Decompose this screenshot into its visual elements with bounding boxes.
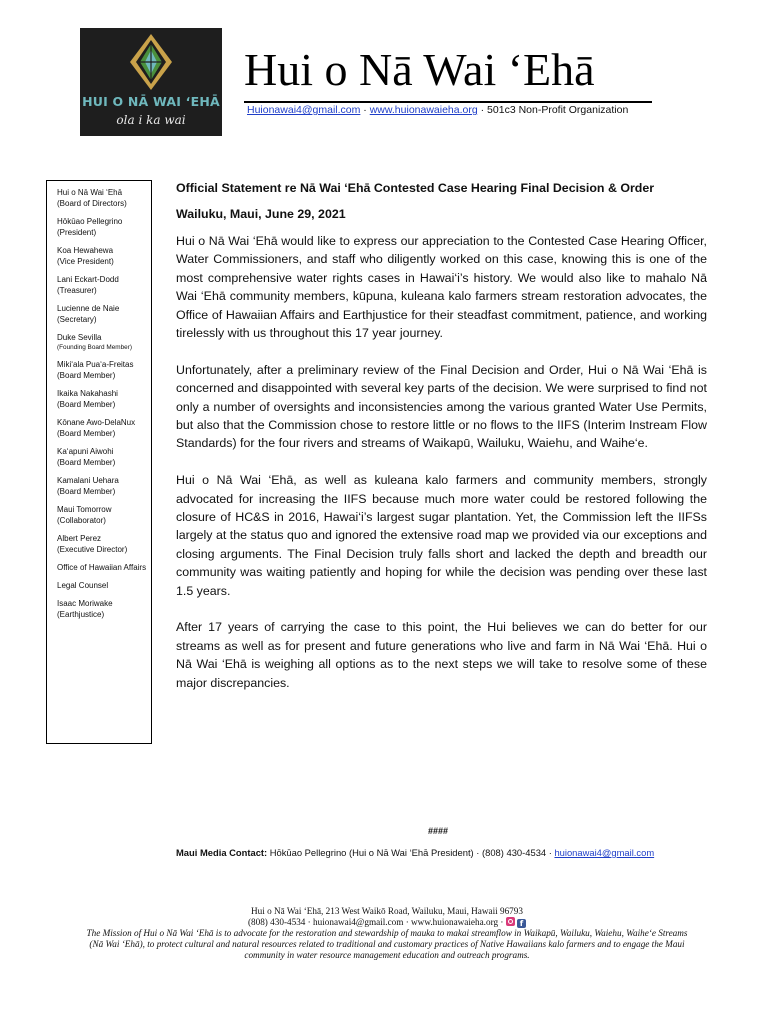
member-name: Lucienne de Naie	[57, 304, 120, 313]
member-name: Maui Tomorrow	[57, 505, 112, 514]
header-website-link[interactable]: www.huionawaieha.org	[369, 104, 478, 116]
member-role: (Founding Board Member)	[57, 344, 132, 351]
member-name: Isaac Moriwake	[57, 599, 113, 608]
member-role: (Secretary)	[57, 315, 97, 324]
title-underline	[244, 101, 652, 103]
media-contact-label: Maui Media Contact:	[176, 847, 268, 858]
member-role: (Board Member)	[57, 400, 116, 409]
board-member	[57, 388, 151, 410]
member-name: Duke Sevilla	[57, 333, 102, 342]
statement-paragraph: Unfortunately, after a preliminary review of the Final Decision and Order, Hui o Nā Wai ‘Ehā is concerned and disappointed with several key parts of the decision. We were surprised to find not only a number of oversights and inconsistencies among the various granted Water Use Permits, but also that the Commission chose to restore little or no flows to the IIFS (Interim Instream Flow Standards) for the four rivers and streams of Waikapū, Wailuku, Waiehu, and Waihe‘e.	[176, 362, 707, 451]
board-member	[57, 332, 151, 352]
separator: ·	[477, 104, 488, 116]
board-member	[57, 504, 151, 526]
member-name: Ikaika Nakahashi	[57, 389, 118, 398]
footer-mission: The Mission of Hui o Nā Wai ‘Ehā is to advocate for the restoration and stewardship of mauka to makai streamflow in Waikapū, Wailuku, Waiehu, Waihe‘e Streams (Nā Wai ‘Ehā), to protect cultural and natural resources related to traditional and customary practices of Native Hawaiians kalo farmers and to engage the Maui community in water resource management education and outreach programs.	[86, 928, 688, 960]
logo-tagline: ola i ka wai	[116, 113, 186, 127]
board-member	[57, 245, 151, 267]
member-name: Kamalani Uehara	[57, 476, 119, 485]
org-title: Hui o Nā Wai ‘Ehā	[244, 44, 595, 95]
organization-logo	[80, 28, 222, 136]
member-role: (Collaborator)	[57, 516, 106, 525]
member-name: Hōkūao Pellegrino	[57, 217, 123, 226]
statement-paragraph: Hui o Nā Wai ‘Ehā would like to express our appreciation to the Contested Case Hearing Officer, Water Commissioners, and staff who diligently worked on this case, knowing this is one of the most comprehensive water rights cases in Hawai‘i’s history. We would also like to mahalo Nā Wai ‘Ehā community members, kūpuna, kuleana kalo farmers stream restoration advocates, the Office of Hawaiian Affairs and Earthjustice for their steadfast commitment, patience, and working tirelessly with us throughout this 17 year journey.	[176, 234, 707, 341]
board-member	[57, 475, 151, 497]
statement-paragraph: After 17 years of carrying the case to this point, the Hui believes we can do better for our streams as well as for present and future generations who live and farm in Nā Wai ‘Ehā. Hui o Nā Wai ‘Ehā is weighing all options as to the next steps we will take to resolve some of these major discrepancies.	[176, 620, 707, 690]
footer-address: Hui o Nā Wai ‘Ehā, 213 West Waikō Road, Wailuku, Maui, Hawaii 96793	[251, 906, 523, 916]
member-role: (President)	[57, 228, 97, 237]
board-member	[57, 598, 151, 620]
board-sidebar	[46, 180, 152, 744]
member-role: (Executive Director)	[57, 545, 128, 554]
member-name: Koa Hewahewa	[57, 246, 114, 255]
board-member	[57, 562, 151, 573]
dateline: Wailuku, Maui, June 29, 2021	[176, 207, 346, 221]
member-role: (Board of Directors)	[57, 199, 127, 208]
media-contact-text: Hōkūao Pellegrino (Hui o Nā Wai ‘Ehā President) · (808) 430-4534 ·	[267, 847, 555, 858]
board-member	[57, 417, 151, 439]
board-member	[57, 187, 151, 209]
member-name: Hui o Nā Wai ‘Ehā	[57, 188, 123, 197]
footer-contact	[80, 917, 694, 928]
media-contact-email-link[interactable]: huionawai4@gmail.com	[554, 847, 655, 858]
member-name: Lani Eckart-Dodd	[57, 275, 119, 284]
member-role: (Board Member)	[57, 458, 116, 467]
board-member	[57, 303, 151, 325]
member-name: Kōnane Awo-DelaNux	[57, 418, 136, 427]
facebook-icon[interactable]: f	[517, 919, 526, 928]
diamond-taro-leaf-icon	[128, 32, 174, 92]
org-type: 501c3 Non-Profit Organization	[487, 104, 629, 116]
statement-body	[176, 180, 707, 711]
member-role: (Board Member)	[57, 487, 116, 496]
board-member	[57, 274, 151, 296]
footer-contact-text: (808) 430-4534 · huionawai4@gmail.com · www.huionawaieha.org ·	[247, 917, 506, 927]
board-member	[57, 533, 151, 555]
member-name: Office of Hawaiian Affairs	[57, 563, 147, 572]
logo-wordmark: HUI O NĀ WAI ʻEHĀ	[82, 94, 220, 109]
instagram-icon[interactable]	[506, 917, 515, 926]
end-mark: ####	[428, 826, 449, 836]
separator: ·	[360, 104, 370, 116]
board-member	[57, 446, 151, 468]
header-contact-line	[247, 104, 628, 116]
statement-paragraph: Hui o Nā Wai ‘Ehā, as well as kuleana kalo farmers and community members, strongly advocated for increasing the IIFS because much more water could be restored following the closure of HC&S in 2016, Hawai‘i’s largest sugar plantation. Yet, the Commission left the IIFSs largely at the status quo and ignored the extensive road map we provided via our exceptions and closing arguments. The Final Decision truly falls short and lacked the depth and breadth our community was waiting patiently and hoping for while the decision was pending over these last 1.5 years.	[176, 473, 707, 598]
member-role: (Board Member)	[57, 429, 116, 438]
board-member	[57, 580, 151, 591]
member-role: (Earthjustice)	[57, 610, 105, 619]
member-name: Ka‘apuni Aiwohi	[57, 447, 114, 456]
page-footer	[80, 906, 694, 961]
board-member	[57, 359, 151, 381]
member-role: (Board Member)	[57, 371, 116, 380]
member-role: (Treasurer)	[57, 286, 97, 295]
media-contact	[176, 847, 654, 858]
member-name: Legal Counsel	[57, 581, 109, 590]
header-email-link[interactable]: Huionawai4@gmail.com	[247, 104, 361, 116]
member-role: (Vice President)	[57, 257, 114, 266]
board-member	[57, 216, 151, 238]
member-name: Albert Perez	[57, 534, 102, 543]
member-name: Miki‘ala Pua‘a-Freitas	[57, 360, 134, 369]
statement-title: Official Statement re Nā Wai ‘Ehā Contested Case Hearing Final Decision & Order	[176, 181, 655, 195]
